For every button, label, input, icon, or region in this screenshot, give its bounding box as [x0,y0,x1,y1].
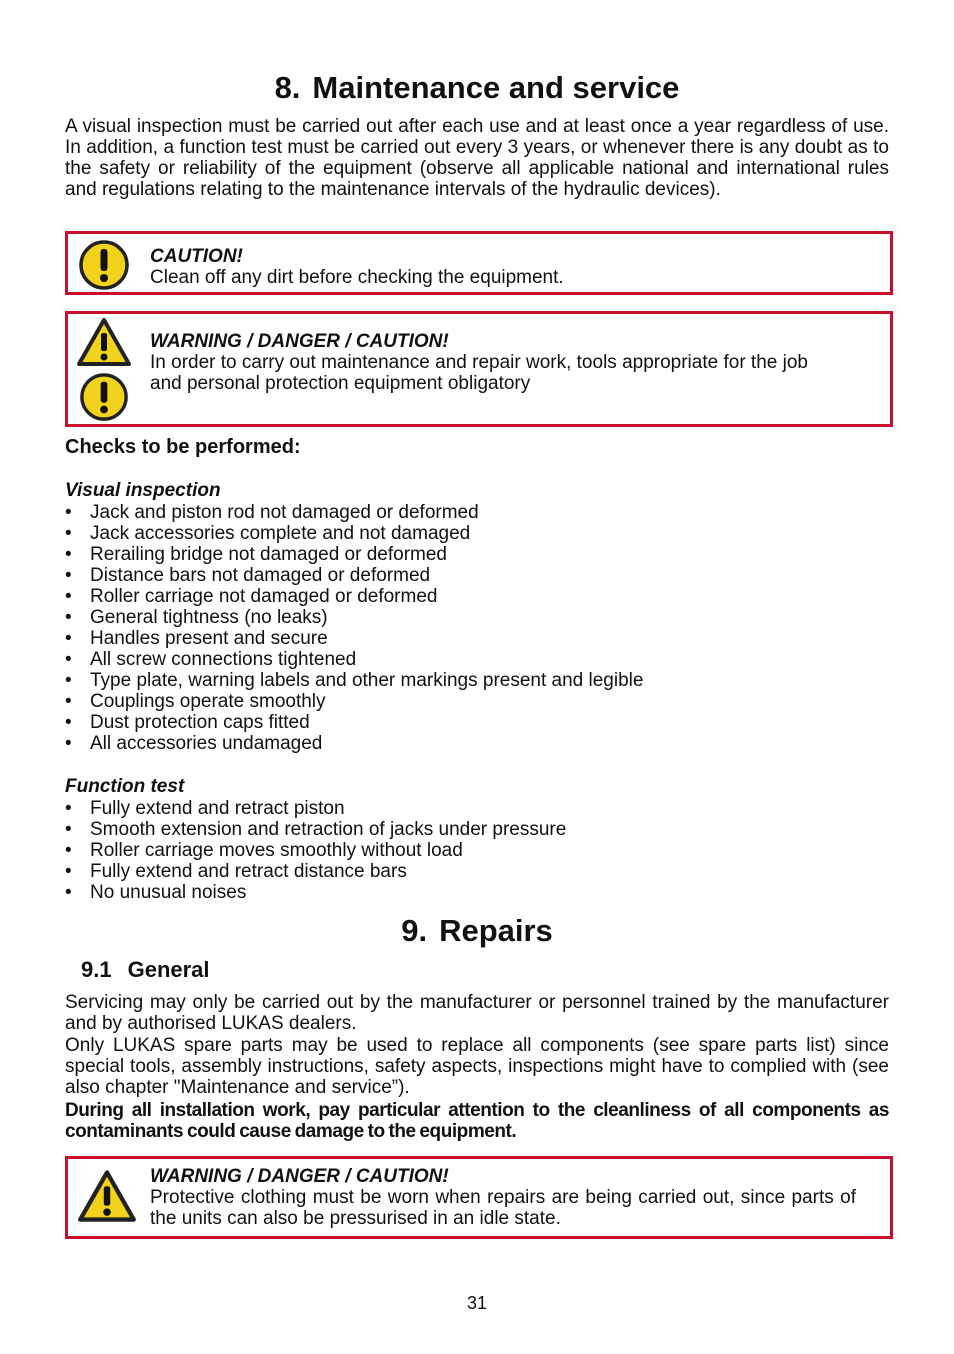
checks-heading: Checks to be performed: [65,436,301,458]
intro-paragraph: A visual inspection must be carried out after each use and at least once a year regardless of use. In addition, a function test must be carried out every 3 years, or whenever there is any doubt as to the safety or reliability of the equipment (observe all applicable national and international rules and regulations relating to the maintenance intervals of the hydraulic devices). [65,116,889,200]
section-number: 8. [274,70,301,105]
bullet-icon: • [65,649,72,670]
bullet-icon: • [65,819,72,840]
repairs-paragraph-1: Servicing may only be carried out by the manufacturer or personnel trained by the manufacturer and by authorised LUKAS dealers. [65,992,889,1034]
section-title: Maintenance and service [312,70,680,105]
list-item [65,523,889,544]
list-item [65,733,889,754]
list-item-text: Rerailing bridge not damaged or deformed [90,544,447,565]
warning-text-line-2: and personal protection equipment obligatory [150,373,531,394]
section-number: 9. [401,913,428,948]
list-item-text: No unusual noises [90,882,247,903]
repairs-paragraph-3: During all installation work, pay particular attention to the cleanliness of all components as contaminants could cause damage to the equipment. [65,1100,889,1142]
warning-box-maintenance [65,311,893,427]
list-item [65,819,889,840]
list-item-text: Dust protection caps fitted [90,712,310,733]
bullet-icon: • [65,544,72,565]
list-item-text: All accessories undamaged [90,733,323,754]
visual-inspection-list [65,502,889,754]
visual-inspection-heading: Visual inspection [65,480,221,501]
warning-title: WARNING / DANGER / CAUTION! [150,331,449,352]
list-item [65,544,889,565]
list-item [65,565,889,586]
list-item [65,861,889,882]
section-9-heading [65,913,889,949]
list-item-text: Fully extend and retract piston [90,798,345,819]
bullet-icon: • [65,607,72,628]
bullet-icon: • [65,586,72,607]
caution-title: CAUTION! [150,246,243,267]
bullet-icon: • [65,628,72,649]
function-test-heading: Function test [65,776,185,797]
bullet-icon: • [65,798,72,819]
section-title: Repairs [439,913,553,948]
bullet-icon: • [65,840,72,861]
warning-triangle-icon [76,317,132,367]
page-number: 31 [466,1293,488,1313]
function-test-list [65,798,889,903]
list-item-text: All screw connections tightened [90,649,357,670]
list-item-text: Distance bars not damaged or deformed [90,565,431,586]
list-item-text: Couplings operate smoothly [90,691,326,712]
warning-text: Protective clothing must be worn when repairs are being carried out, since parts of the units can also be pressurised in an idle state. [150,1187,856,1229]
bullet-icon: • [65,733,72,754]
subsection-number: 9.1 [81,957,112,982]
list-item [65,607,889,628]
list-item [65,691,889,712]
list-item [65,502,889,523]
bullet-icon: • [65,712,72,733]
list-item-text: Handles present and secure [90,628,328,649]
bullet-icon: • [65,861,72,882]
list-item [65,670,889,691]
list-item-text: Roller carriage not damaged or deformed [90,586,438,607]
caution-text: Clean off any dirt before checking the equipment. [150,267,564,288]
list-item-text: Smooth extension and retraction of jacks under pressure [90,819,567,840]
list-item [65,586,889,607]
list-item-text: Type plate, warning labels and other markings present and legible [90,670,644,691]
bullet-icon: • [65,882,72,903]
bullet-icon: • [65,670,72,691]
bullet-icon: • [65,565,72,586]
list-item-text: Jack and piston rod not damaged or deformed [90,502,479,523]
list-item [65,882,889,903]
list-item-text: General tightness (no leaks) [90,607,328,628]
subsection-heading [81,957,210,983]
exclamation-icon [79,372,129,422]
caution-box [65,231,893,295]
bullet-icon: • [65,691,72,712]
warning-text-line-1: In order to carry out maintenance and repair work, tools appropriate for the job [150,352,808,373]
list-item [65,840,889,861]
exclamation-icon [78,239,130,291]
list-item [65,712,889,733]
warning-box-repairs [65,1156,893,1239]
section-8-heading [65,70,889,106]
repairs-paragraph-2: Only LUKAS spare parts may be used to replace all components (see spare parts list) since special tools, assembly instructions, safety aspects, inspections might have to complied with (see also chapter "Maintenance and service”). [65,1035,889,1098]
list-item [65,628,889,649]
bullet-icon: • [65,523,72,544]
bullet-icon: • [65,502,72,523]
list-item [65,649,889,670]
warning-title: WARNING / DANGER / CAUTION! [150,1166,449,1187]
warning-triangle-icon [77,1169,137,1223]
list-item-text: Roller carriage moves smoothly without load [90,840,463,861]
list-item [65,798,889,819]
list-item-text: Jack accessories complete and not damaged [90,523,471,544]
subsection-title: General [127,957,210,982]
list-item-text: Fully extend and retract distance bars [90,861,407,882]
